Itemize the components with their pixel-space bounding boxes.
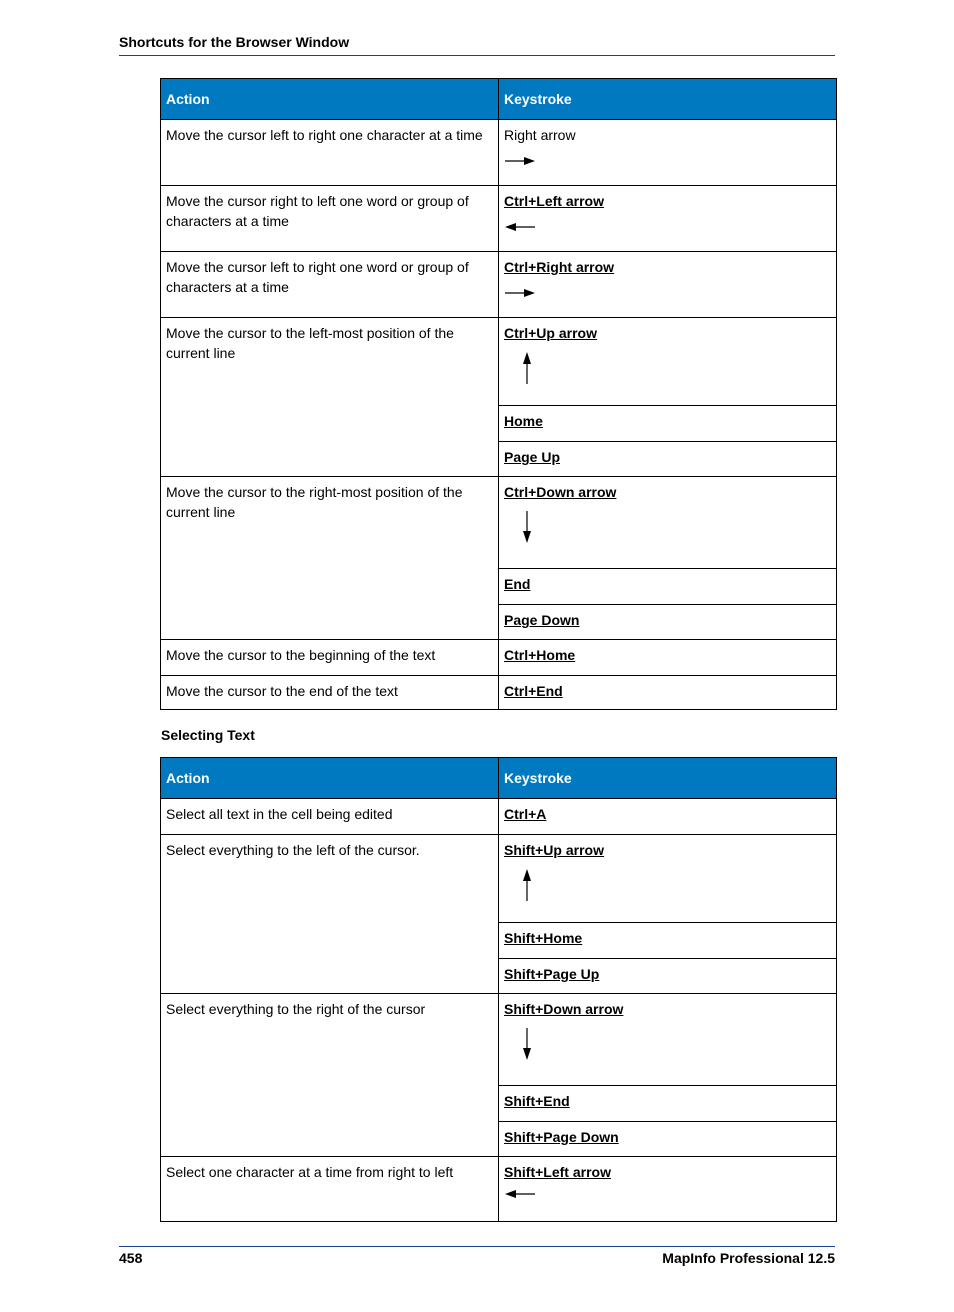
product-name: MapInfo Professional 12.5 <box>662 1250 835 1266</box>
keystroke-link[interactable]: Shift+Page Down <box>504 1129 619 1145</box>
keystroke-cell <box>499 477 837 569</box>
left-arrow-icon <box>504 1188 536 1200</box>
page-footer <box>119 1246 835 1266</box>
keystroke-cell <box>499 923 837 959</box>
selection-shortcuts-table <box>160 757 837 1222</box>
keystroke-cell <box>499 120 837 186</box>
keystroke-cell <box>499 186 837 252</box>
keystroke-link[interactable]: End <box>504 576 531 592</box>
action-cell: Move the cursor to the right-most position of the current line <box>161 477 499 640</box>
keystroke-cell <box>499 994 837 1086</box>
table-header-row <box>161 79 837 120</box>
action-cell: Select everything to the right of the cursor <box>161 994 499 1157</box>
keystroke-link[interactable]: Home <box>504 413 543 429</box>
keystroke-link[interactable]: Shift+Home <box>504 930 583 946</box>
keystroke-text: Right arrow <box>504 127 576 143</box>
action-cell: Move the cursor right to left one word or group of characters at a time <box>161 186 499 252</box>
action-cell: Move the cursor to the beginning of the text <box>161 640 499 676</box>
left-arrow-icon <box>504 221 536 233</box>
keystroke-link[interactable]: Shift+Down arrow <box>504 1001 624 1017</box>
action-cell: Move the cursor left to right one character at a time <box>161 120 499 186</box>
keystroke-link[interactable]: Ctrl+A <box>504 806 547 822</box>
column-header-action: Action <box>161 758 499 799</box>
table-header-row <box>161 758 837 799</box>
table-row <box>161 477 837 569</box>
action-cell: Select everything to the left of the cursor. <box>161 835 499 994</box>
running-header: Shortcuts for the Browser Window <box>119 34 835 56</box>
action-cell: Move the cursor to the left-most position of the current line <box>161 318 499 477</box>
action-cell: Move the cursor left to right one word or group of characters at a time <box>161 252 499 318</box>
keystroke-cell <box>499 605 837 640</box>
table-row <box>161 994 837 1086</box>
down-arrow-icon <box>521 510 533 544</box>
keystroke-cell <box>499 442 837 477</box>
keystroke-cell <box>499 835 837 923</box>
keystroke-cell <box>499 252 837 318</box>
table-row <box>161 186 837 252</box>
table-row <box>161 252 837 318</box>
keystroke-cell <box>499 318 837 406</box>
action-cell: Move the cursor to the end of the text <box>161 676 499 710</box>
keystroke-link[interactable]: Ctrl+Down arrow <box>504 484 617 500</box>
keystroke-link[interactable]: Ctrl+Right arrow <box>504 259 615 275</box>
keystroke-link[interactable]: Ctrl+Home <box>504 647 576 663</box>
keystroke-cell <box>499 1086 837 1122</box>
navigation-shortcuts-table <box>160 78 837 710</box>
keystroke-link[interactable]: Page Down <box>504 612 580 628</box>
up-arrow-icon <box>521 868 533 902</box>
keystroke-link[interactable]: Shift+Page Up <box>504 966 600 982</box>
table-row <box>161 120 837 186</box>
keystroke-link[interactable]: Shift+End <box>504 1093 570 1109</box>
down-arrow-icon <box>521 1027 533 1061</box>
up-arrow-icon <box>521 351 533 385</box>
table-row <box>161 835 837 923</box>
keystroke-link[interactable]: Shift+Left arrow <box>504 1164 611 1180</box>
keystroke-link[interactable]: Ctrl+Left arrow <box>504 193 604 209</box>
action-cell: Select one character at a time from right to left <box>161 1157 499 1222</box>
table-row <box>161 676 837 710</box>
table-row <box>161 318 837 406</box>
column-header-action: Action <box>161 79 499 120</box>
table-row <box>161 799 837 835</box>
action-cell: Select all text in the cell being edited <box>161 799 499 835</box>
keystroke-cell <box>499 406 837 442</box>
keystroke-link[interactable]: Ctrl+Up arrow <box>504 325 597 341</box>
keystroke-cell <box>499 640 837 676</box>
section-title: Selecting Text <box>161 727 255 743</box>
keystroke-cell <box>499 676 837 710</box>
right-arrow-icon <box>504 287 536 299</box>
keystroke-cell <box>499 1122 837 1157</box>
keystroke-cell <box>499 1157 837 1222</box>
keystroke-link[interactable]: Shift+Up arrow <box>504 842 604 858</box>
table-row <box>161 1157 837 1222</box>
keystroke-link[interactable]: Page Up <box>504 449 561 465</box>
keystroke-cell <box>499 959 837 994</box>
page-number: 458 <box>119 1250 143 1266</box>
keystroke-cell <box>499 799 837 835</box>
keystroke-cell <box>499 569 837 605</box>
keystroke-link[interactable]: Ctrl+End <box>504 683 563 699</box>
column-header-keystroke: Keystroke <box>499 758 837 799</box>
table-row <box>161 640 837 676</box>
right-arrow-icon <box>504 155 536 167</box>
column-header-keystroke: Keystroke <box>499 79 837 120</box>
